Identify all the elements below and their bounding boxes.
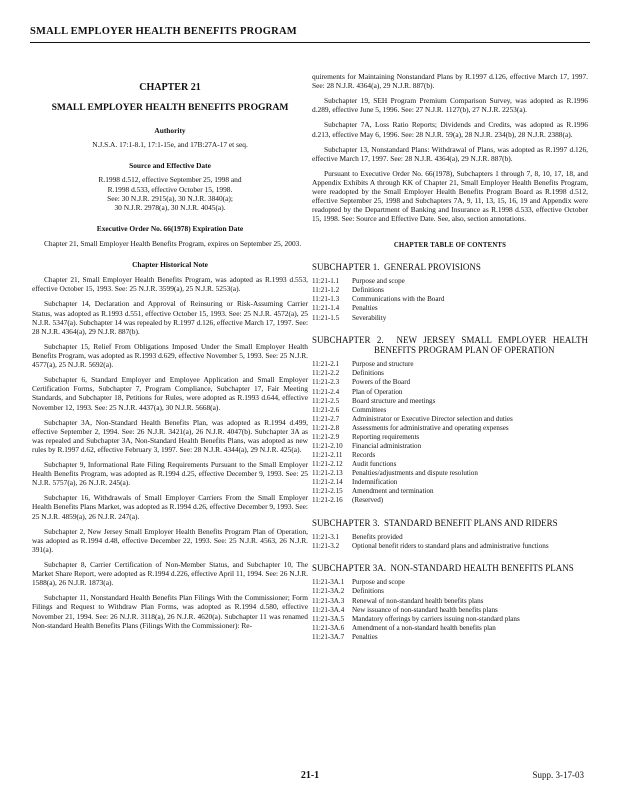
toc-row xyxy=(312,442,588,451)
toc-heading: CHAPTER TABLE OF CONTENTS xyxy=(393,241,507,249)
section-title: Purpose and scope xyxy=(352,277,405,286)
toc-row xyxy=(312,606,588,615)
history-paragraph: Subchapter 9, Informational Rate Filing Requirements Pursuant to the Small Employer Health Benefits Program, was adopted as R.1994 d.25, effective December 9, 1993. See: 25 N.J.R. 5757(a), 26 N.J.R. 245(a). xyxy=(32,460,308,488)
section-number: 11:21-2.15 xyxy=(312,487,343,496)
source-line: 30 N.J.R. 2978(a), 30 N.J.R. 4045(a). xyxy=(114,202,226,212)
subchapter-label: SUBCHAPTER 3A. xyxy=(312,563,387,574)
section-number: 11:21-2.10 xyxy=(312,442,343,451)
chapter-number: CHAPTER 21 xyxy=(139,82,201,93)
section-number: 11:21-2.4 xyxy=(312,387,340,396)
history-heading: Chapter Historical Note xyxy=(132,260,208,270)
section-title: Communications with the Board xyxy=(352,295,445,304)
history-paragraph: Pursuant to Executive Order No. 66(1978), Subchapters 1 through 7, 8, 10, 17, 18, and Appendix Exhibits A through KK of Chapter 21, Small Employer Health Benefits Program, were readopted by the Small Employer Health Benefits Program Board as R.1998 d.512, effective September 25, 1998 and Subchapters 7A, 9, 11, 13, 15, 16, 19 and Appendix were readopted by the Department of Banking and Insurance as R.1998 d.533, effective October 15, 1998. See: Source and Effective Date. See, also, section annotations. xyxy=(312,168,588,224)
history-paragraph: Subchapter 6, Standard Employer and Employee Application and Small Employer Certification Forms, Subchapter 7, Program Compliance, Subchapter 17, Fair Meeting Standards, and Subchapter 18, Petitions for Rules, were adopted as R.1993 d.644, effective November 12, 1993. See: 25 N.J.R. 4437(a), 30 N.J.R. 5668(a). xyxy=(32,375,308,412)
subchapter-title xyxy=(312,335,588,356)
section-title: Audit functions xyxy=(352,460,397,469)
section-title: Assessments for administrative and operating expenses xyxy=(352,423,509,432)
subchapter-heading xyxy=(312,518,588,528)
section-number: 11:21-3A.7 xyxy=(312,632,345,641)
subchapter-label: SUBCHAPTER 1. xyxy=(312,261,380,272)
section-number: 11:21-1.5 xyxy=(312,313,340,322)
section-title: Severability xyxy=(352,313,387,322)
section-title: Committees xyxy=(352,405,387,414)
section-number: 11:21-3.2 xyxy=(312,541,340,550)
toc-row xyxy=(312,533,588,542)
section-number: 11:21-1.1 xyxy=(312,277,340,286)
section-title: Optional benefit riders to standard plans and administrative functions xyxy=(352,541,549,550)
history-paragraph: Subchapter 15, Relief From Obligations Imposed Under the Small Employer Health Benefits Program, was adopted as R.1993 d.629, effective November 5, 1993. See: 25 N.J.R. 4577(a), 25 N.J.R. 5692(a). xyxy=(32,341,308,370)
toc-row xyxy=(312,496,588,505)
section-title: Board structure and meetings xyxy=(352,396,436,405)
toc-row xyxy=(312,578,588,587)
section-number: 11:21-1.3 xyxy=(312,295,340,304)
subchapter-name: NEW JERSEY SMALL EMPLOYER HEALTH BENEFITS PROGRAM PLAN OF OPERATION xyxy=(374,334,589,355)
section-title: Penalties/adjustments and dispute resolution xyxy=(352,469,478,478)
section-number: 11:21-3A.3 xyxy=(312,596,345,605)
section-number: 11:21-2.6 xyxy=(312,405,340,414)
section-number: 11:21-3A.6 xyxy=(312,623,345,632)
expiration-text: Chapter 21, Small Employer Health Benefits Program, expires on September 25, 2003. xyxy=(44,238,302,248)
history-paragraph: Subchapter 7A, Loss Ratio Reports; Dividends and Credits, was adopted as R.1996 d.213, effective May 6, 1996. See: 28 N.J.R. 59(a), 28 N.J.R. 234(b), 28 N.J.R. 2388(a). xyxy=(312,120,588,139)
section-number: 11:21-1.2 xyxy=(312,286,340,295)
toc-row xyxy=(312,295,588,304)
section-title: Financial administration xyxy=(352,442,422,451)
left-column xyxy=(32,72,308,630)
right-column xyxy=(312,72,588,642)
toc-row xyxy=(312,397,588,406)
section-title: Powers of the Board xyxy=(352,378,411,387)
subchapter-name: NON-STANDARD HEALTH BENEFITS PLANS xyxy=(390,563,574,574)
source-line: See: 30 N.J.R. 2915(a), 30 N.J.R. 3840(a); xyxy=(107,193,233,203)
toc-row xyxy=(312,597,588,606)
section-title: Penalties xyxy=(352,304,378,313)
history-paragraph: Subchapter 11, Nonstandard Health Benefits Plan Filings With the Commissioner; Form Filings and Request to Withdraw Plan Forms, was adopted as R.1994 d.580, effective November 21, 1994. See: 26 N.J.R. 3118(a), 26 N.J.R. 4620(a). Subchapter 11 was renamed Non-standard Health Benefits Plans (Filings With the Commissioner): Re- xyxy=(32,593,308,630)
subchapter-heading xyxy=(312,335,588,356)
section-title: New issuance of non-standard health benefits plans xyxy=(352,605,498,614)
section-number: 11:21-2.5 xyxy=(312,396,340,405)
toc-row xyxy=(312,633,588,642)
section-list xyxy=(312,578,588,642)
section-number: 11:21-2.12 xyxy=(312,460,343,469)
toc-row xyxy=(312,415,588,424)
section-number: 11:21-3A.1 xyxy=(312,578,345,587)
section-number: 11:21-2.11 xyxy=(312,451,343,460)
section-title: (Reserved) xyxy=(352,496,384,505)
section-title: Plan of Operation xyxy=(352,387,403,396)
section-title: Definitions xyxy=(352,286,384,295)
section-title: Amendment and termination xyxy=(352,487,434,496)
history-paragraph: Subchapter 8, Carrier Certification of Non-Member Status, and Subchapter 10, The Market Share Report, were adopted as R.1994 d.226, effective April 11, 1994. See: 26 N.J.R. 1588(a), 26 N.J.R. 1873(a). xyxy=(32,560,308,588)
history-paragraph: Subchapter 13, Nonstandard Plans: Withdrawal of Plans, was adopted as R.1997 d.126, effective March 17, 1997. See: 28 N.J.R. 4364(a), 29 N.J.R. 887(b). xyxy=(312,144,588,163)
toc-row xyxy=(312,378,588,387)
page-number: 21-1 xyxy=(300,770,320,781)
toc-row xyxy=(312,406,588,415)
source-lines xyxy=(32,175,308,211)
section-title: Administrator or Executive Director selection and duties xyxy=(352,414,513,423)
section-title: Definitions xyxy=(352,369,384,378)
toc-row xyxy=(312,587,588,596)
section-title: Reporting requirements xyxy=(352,432,420,441)
section-title: Indemnification xyxy=(352,478,398,487)
section-title: Penalties xyxy=(352,632,378,641)
section-number: 11:21-2.14 xyxy=(312,478,343,487)
section-list xyxy=(312,277,588,322)
toc-row xyxy=(312,478,588,487)
section-list xyxy=(312,533,588,551)
section-number: 11:21-2.13 xyxy=(312,469,343,478)
subchapter-heading xyxy=(312,262,588,272)
toc-row xyxy=(312,424,588,433)
section-number: 11:21-3A.2 xyxy=(312,587,345,596)
table-of-contents xyxy=(312,262,588,642)
header-rule xyxy=(30,42,590,43)
toc-row xyxy=(312,388,588,397)
toc-row xyxy=(312,286,588,295)
toc-row xyxy=(312,469,588,478)
section-number: 11:21-2.2 xyxy=(312,369,340,378)
toc-row xyxy=(312,277,588,286)
section-number: 11:21-3.1 xyxy=(312,532,340,541)
authority-heading: Authority xyxy=(154,126,186,136)
source-heading: Source and Effective Date xyxy=(129,161,211,171)
subchapter-heading xyxy=(312,563,588,573)
section-title: Amendment of a non-standard health benefits plan xyxy=(352,623,496,632)
section-title: Definitions xyxy=(352,587,384,596)
section-number: 11:21-2.7 xyxy=(312,414,340,423)
subchapter-name: GENERAL PROVISIONS xyxy=(384,261,481,272)
subchapter-title xyxy=(312,262,588,272)
section-number: 11:21-3A.5 xyxy=(312,614,345,623)
history-paragraph: Subchapter 2, New Jersey Small Employer Health Benefits Program Plan of Operation, was adopted as R.1994 d.48, effective December 22, 1993. See: 25 N.J.R. 4563, 26 N.J.R. 391(a). xyxy=(32,526,308,554)
toc-row xyxy=(312,460,588,469)
subchapter-title xyxy=(312,518,588,528)
section-title: Purpose and structure xyxy=(352,360,414,369)
history-paragraph: Chapter 21, Small Employer Health Benefits Program, was adopted as R.1993 d.553, effective October 15, 1993. See: 25 N.J.R. 3599(a), 25 N.J.R. 5253(a). xyxy=(32,275,308,294)
section-number: 11:21-2.16 xyxy=(312,496,343,505)
history-paragraph: Subchapter 16, Withdrawals of Small Employer Carriers From the Small Employer Health Benefits Plans Market, was adopted as R.1994 d.26, effective December 9, 1993. See: 25 N.J.R. 4859(a), 26 N.J.R. 247(a). xyxy=(32,493,308,521)
section-number: 11:21-2.8 xyxy=(312,423,340,432)
history-paragraph: Subchapter 14, Declaration and Approval of Reinsuring or Risk-Assuming Carrier Status, was adopted as R.1993 d.551, effective October 15, 1993. See: 25 N.J.R. 4572(a), 25 N.J.R. 5347(a). Subchapter 14 was repealed by R.1997 d.126, effective March 17, 1997. See: 28 N.J.R. 4364(a), 29 N.J.R. 887(b). xyxy=(32,299,308,336)
toc-row xyxy=(312,360,588,369)
history-paragraph: Subchapter 19, SEH Program Premium Comparison Survey, was adopted as R.1996 d.289, effective June 5, 1996. See: 27 N.J.R. 1127(b), 27 N.J.R. 2253(a). xyxy=(312,96,588,115)
section-number: 11:21-3A.4 xyxy=(312,605,345,614)
section-number: 11:21-2.3 xyxy=(312,378,340,387)
toc-row xyxy=(312,314,588,323)
section-title: Purpose and scope xyxy=(352,578,405,587)
chapter-title: SMALL EMPLOYER HEALTH BENEFITS PROGRAM xyxy=(51,102,289,114)
source-line: R.1998 d.533, effective October 15, 1998. xyxy=(107,184,233,194)
toc-row xyxy=(312,624,588,633)
subchapter-name: STANDARD BENEFIT PLANS AND RIDERS xyxy=(384,517,558,528)
section-title: Benefits provided xyxy=(352,532,403,541)
subchapter-title xyxy=(312,563,588,573)
section-number: 11:21-1.4 xyxy=(312,304,340,313)
toc-row xyxy=(312,369,588,378)
supplement-date: Supp. 3-17-03 xyxy=(532,770,584,780)
running-head: SMALL EMPLOYER HEALTH BENEFITS PROGRAM xyxy=(30,26,297,37)
section-title: Mandatory offerings by carriers issuing non-standard plans xyxy=(352,614,520,623)
expiration-heading: Executive Order No. 66(1978) Expiration Date xyxy=(96,223,244,233)
toc-row xyxy=(312,487,588,496)
authority-text: N.J.S.A. 17:1-8.1, 17:1-15e, and 17B:27A-17 et seq. xyxy=(92,140,248,150)
source-line: R.1998 d.512, effective September 25, 1998 and xyxy=(98,175,242,185)
toc-row xyxy=(312,433,588,442)
toc-row xyxy=(312,451,588,460)
subchapter-label: SUBCHAPTER 2. xyxy=(312,334,384,345)
section-list xyxy=(312,360,588,505)
toc-row xyxy=(312,615,588,624)
section-number: 11:21-2.1 xyxy=(312,360,340,369)
subchapter-label: SUBCHAPTER 3. xyxy=(312,517,380,528)
toc-row xyxy=(312,542,588,551)
section-title: Renewal of non-standard health benefits plans xyxy=(352,596,484,605)
section-number: 11:21-2.9 xyxy=(312,432,340,441)
section-title: Records xyxy=(352,451,376,460)
toc-row xyxy=(312,304,588,313)
history-paragraph: Subchapter 3A, Non-Standard Health Benefits Plan, was adopted as R.1994 d.499, effective September 2, 1994. See: 26 N.J.R. 3421(a), 26 N.J.R. 4047(b). Subchapter 3A as was repealed and Subchapter 3A, Non-Standard Health Benefits Plans, was adopted as new rules by R.1997 d.62, effective February 3, 1997. See: 28 N.J.R. 4344(a), 29 N.J.R. 425(a). xyxy=(32,417,308,454)
history-paragraph-continued: quirements for Maintaining Nonstandard Plans by R.1997 d.126, effective March 17, 1997. See: 28 N.J.R. 4364(a), 29 N.J.R. 887(b). xyxy=(312,72,588,91)
